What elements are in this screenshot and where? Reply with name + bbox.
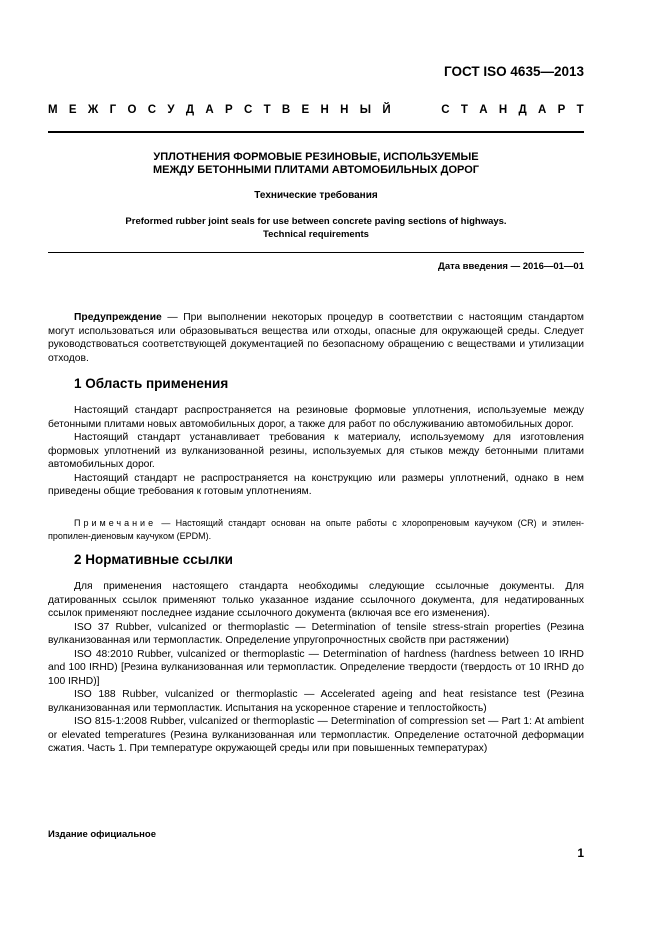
banner-letter: У <box>167 104 175 116</box>
banner-letter: Й <box>382 104 391 116</box>
english-title <box>48 215 584 241</box>
section-2-body <box>48 580 584 756</box>
note-label: Примечание <box>74 518 157 528</box>
banner-letter: Е <box>301 104 310 116</box>
banner-letter: Р <box>224 104 233 116</box>
banner-letter: Т <box>576 104 584 116</box>
banner-letter: Т <box>460 104 468 116</box>
banner-gap <box>402 104 430 116</box>
title-line: МЕЖДУ БЕТОННЫМИ ПЛИТАМИ АВТОМОБИЛЬНЫХ ДОРОГ <box>152 164 480 176</box>
banner-letter: А <box>479 104 488 116</box>
warning-paragraph <box>48 311 584 365</box>
banner-letter: Г <box>109 104 117 116</box>
banner-letter: Н <box>320 104 329 116</box>
gost-number: ГОСТ ISO 4635—2013 <box>444 64 584 79</box>
paragraph: Настоящий стандарт распространяется на резиновые формовые уплотнения, используемые между бетонными плитами новых автомобильных дорог, а также для работ по обслуживанию автомобильных дорог. <box>48 405 584 430</box>
banner-letter: О <box>127 104 137 116</box>
banner-letter: Ы <box>359 104 372 116</box>
document-subtitle: Технические требования <box>254 190 378 201</box>
paragraph: Настоящий стандарт устанавливает требования к материалу, используемому для изготовления формовых уплотнений из вулканизованной резины, используемых для стыков между бетонными плитами автомобильных дорог. <box>48 432 584 470</box>
header-rule <box>48 131 584 133</box>
section-2-heading: 2 Нормативные ссылки <box>74 552 233 567</box>
paragraph: Для применения настоящего стандарта необходимы следующие ссылочные документы. Для датированных ссылок применяют только указанное издание ссылочного документа, для недатированных ссылок применяют последнее издание ссылочного документа (включая все его изменения). <box>48 581 584 619</box>
banner-letter: М <box>48 104 58 116</box>
page-number: 1 <box>577 846 584 860</box>
note-text: — Настоящий стандарт основан на опыте работы с хлоропреновым каучуком (CR) и этилен-пропилен-диеновым каучуком (EPDM). <box>48 518 584 541</box>
section-1-body <box>48 404 584 499</box>
banner-letter: А <box>537 104 547 116</box>
english-title-line: Preformed rubber joint seals for use between concrete paving sections of highways. <box>125 216 507 227</box>
official-edition-label: Издание официальное <box>48 829 156 840</box>
paragraph: Настоящий стандарт не распространяется на конструкцию или размеры уплотнений, однако в нем приведены общие требования к готовым уплотнениям. <box>48 472 584 497</box>
english-title-line: Technical requirements <box>263 229 369 240</box>
warning-label: Предупреждение <box>74 312 162 323</box>
banner-letter: Р <box>557 104 566 116</box>
banner-letter: А <box>205 104 214 116</box>
reference-item: ISO 48:2010 Rubber, vulcanized or thermoplastic — Determination of hardness (hardness between 10 IRHD and 100 IRHD) [Резина вулканизованная или термопластик. Определение твердости (твердость от 10 IRHD до 100 IRHD)] <box>48 648 584 687</box>
banner-letter: С <box>243 104 253 116</box>
banner-letter: В <box>281 104 291 116</box>
title-rule <box>48 252 584 253</box>
banner-letter: С <box>147 104 157 116</box>
reference-item: ISO 188 Rubber, vulcanized or thermoplastic — Accelerated ageing and heat resistance test (Резина вулканизованная или термопластик. Испытания на ускоренное старение и теплостойкость) <box>48 689 584 714</box>
note <box>48 517 584 542</box>
banner-letter: Ж <box>87 104 99 116</box>
banner-letter: Е <box>68 104 77 116</box>
banner-letter: Н <box>340 104 349 116</box>
reference-item: ISO 815-1:2008 Rubber, vulcanized or thermoplastic — Determination of compression set — Part 1: At ambient or elevated temperatures (Резина вулканизованная или термопластик. Определение остаточной деформации сжатия. Часть 1. При температуре окружающей среды или при повышенных температурах) <box>48 716 584 754</box>
banner-letter: Д <box>185 104 195 116</box>
banner-letter: С <box>441 104 450 116</box>
introduction-date: Дата введения — 2016—01—01 <box>438 261 584 272</box>
banner-letter: Д <box>518 104 527 116</box>
warning-text: — При выполнении некоторых процедур в соответствии с настоящим стандартом могут использоваться или образовываться вещества или отходы, опасные для окружающей среды. Следует руководствоваться соответствующей документацией по безопасному обращению с веществами и утилизации отходов. <box>48 312 584 364</box>
standard-type-banner <box>48 104 584 116</box>
title-line: УПЛОТНЕНИЯ ФОРМОВЫЕ РЕЗИНОВЫЕ, ИСПОЛЬЗУЕМЫЕ <box>153 151 479 163</box>
section-1-heading: 1 Область применения <box>74 376 229 391</box>
banner-letter: Н <box>498 104 508 116</box>
document-title <box>48 151 584 177</box>
reference-item: ISO 37 Rubber, vulcanized or thermoplastic — Determination of tensile stress-strain properties (Резина вулканизованная или термопластик. Определение упругопрочностных свойств при растяжении) <box>48 621 584 646</box>
banner-letter: Т <box>263 104 271 116</box>
